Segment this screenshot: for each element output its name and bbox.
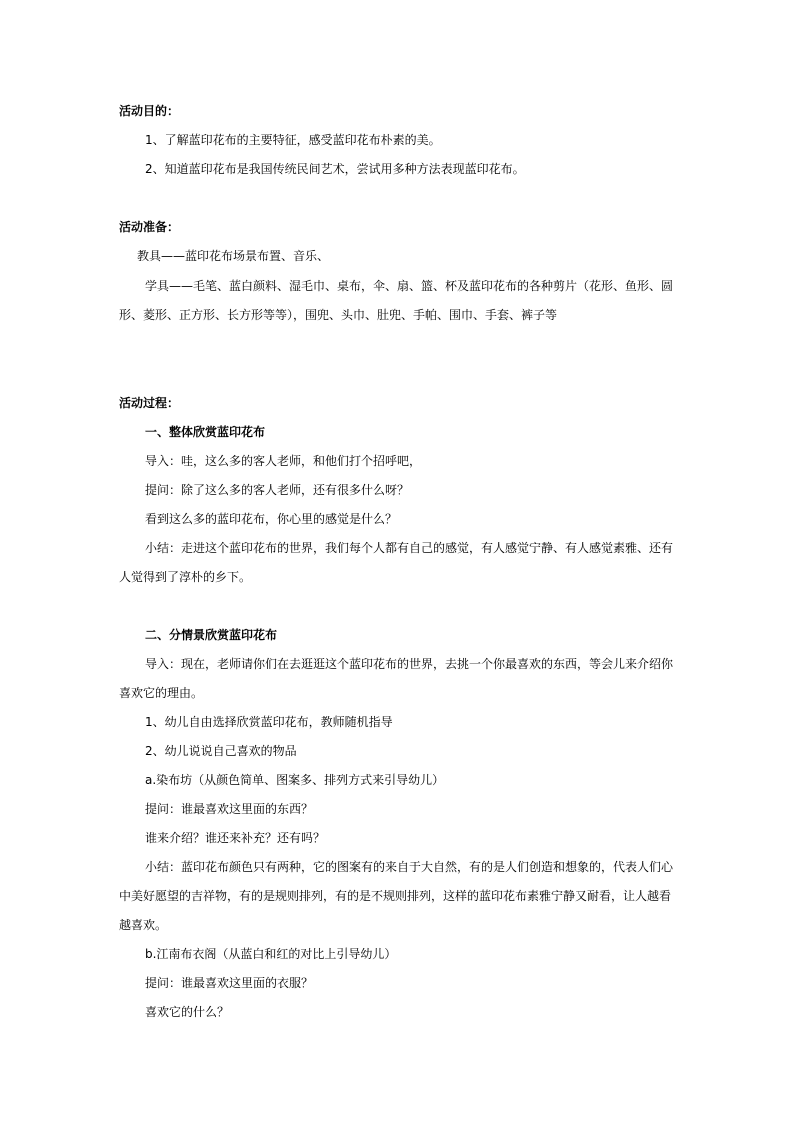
part1-summary-line-1: 小结：走进这个蓝印花布的世界，我们每个人都有自己的感觉，有人感觉宁静、有人感觉素雅、还有 bbox=[145, 541, 674, 555]
part2-b-question-2: 喜欢它的什么？ bbox=[145, 1005, 230, 1019]
prep-teacher-tools: 教具——蓝印花布场景布置、音乐、 bbox=[137, 249, 330, 263]
prep-heading: 活动准备： bbox=[119, 220, 180, 234]
part1-question-2: 看到这么多的蓝印花布，你心里的感觉是什么？ bbox=[145, 512, 398, 526]
part2-b-question-1: 提问：谁最喜欢这里面的衣服？ bbox=[145, 976, 314, 990]
part2-a-title: a.染布坊（从颜色简单、图案多、排列方式来引导幼儿） bbox=[145, 773, 445, 787]
prep-student-tools-line-2: 形、菱形、正方形、长方形等等），围兜、头巾、肚兜、手帕、围巾、手套、裤子等 bbox=[119, 308, 558, 322]
part2-step-2: 2、幼儿说说自己喜欢的物品 bbox=[145, 744, 297, 758]
part1-title: 一、整体欣赏蓝印花布 bbox=[145, 425, 266, 439]
prep-student-tools-line-1: 学具——毛笔、蓝白颜料、湿毛巾、桌布，伞、扇、篮、杯及蓝印花布的各种剪片（花形、鱼形、圆 bbox=[145, 279, 674, 293]
process-heading: 活动过程： bbox=[119, 396, 180, 410]
purpose-heading: 活动目的： bbox=[119, 104, 180, 118]
purpose-item-1: 1、了解蓝印花布的主要特征，感受蓝印花布朴素的美。 bbox=[145, 133, 441, 147]
part1-summary-line-2: 人觉得到了淳朴的乡下。 bbox=[119, 570, 252, 584]
part2-intro-line-2: 喜欢它的理由。 bbox=[119, 686, 204, 700]
part2-step-1: 1、幼儿自由选择欣赏蓝印花布，教师随机指导 bbox=[145, 715, 393, 729]
part2-intro-line-1: 导入：现在，老师请你们在去逛逛这个蓝印花布的世界，去挑一个你最喜欢的东西，等会儿来介绍你 bbox=[145, 657, 674, 671]
part2-a-summary-line-1: 小结：蓝印花布颜色只有两种，它的图案有的来自于大自然，有的是人们创造和想象的，代表人们心 bbox=[145, 860, 674, 874]
purpose-item-2: 2、知道蓝印花布是我国传统民间艺术，尝试用多种方法表现蓝印花布。 bbox=[145, 162, 525, 176]
part2-a-summary-line-2: 中美好愿望的吉祥物，有的是规则排列，有的是不规则排列，这样的蓝印花布素雅宁静又耐看，让人越看 bbox=[119, 889, 672, 903]
part2-a-question-1: 提问：谁最喜欢这里面的东西？ bbox=[145, 802, 314, 816]
part2-b-title: b.江南布衣阁（从蓝白和红的对比上引导幼儿） bbox=[145, 947, 397, 961]
part2-a-summary-line-3: 越喜欢。 bbox=[119, 918, 168, 932]
part2-a-question-2: 谁来介绍？谁还来补充？还有吗？ bbox=[145, 831, 326, 845]
part2-title: 二、分情景欣赏蓝印花布 bbox=[145, 628, 278, 642]
part1-intro: 导入：哇，这么多的客人老师，和他们打个招呼吧， bbox=[145, 454, 422, 468]
part1-question-1: 提问：除了这么多的客人老师，还有很多什么呀？ bbox=[145, 483, 410, 497]
